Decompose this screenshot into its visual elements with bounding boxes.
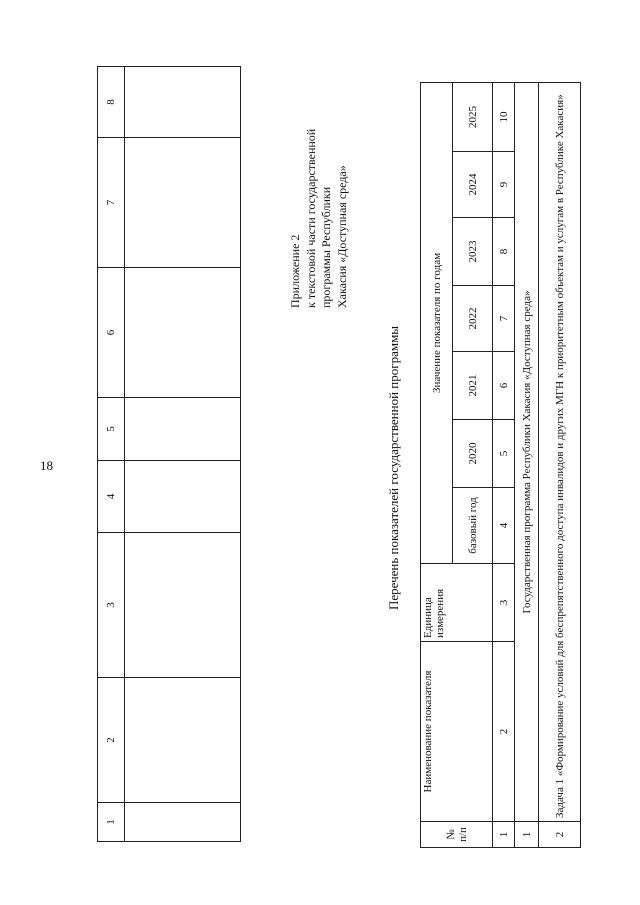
continuation-header-cell: 1 [98, 803, 125, 842]
header-year: 2024 [453, 152, 493, 218]
continuation-header-cell: 6 [98, 268, 125, 398]
column-number: 6 [493, 352, 515, 420]
column-number: 9 [493, 152, 515, 218]
header-year: 2020 [453, 420, 493, 488]
empty-cell [125, 461, 241, 533]
empty-cell [125, 533, 241, 678]
empty-cell [125, 398, 241, 461]
continuation-table [97, 67, 241, 842]
page-number: 18 [40, 458, 53, 473]
empty-cell [125, 803, 241, 842]
continuation-header-cell: 8 [98, 67, 125, 138]
appendix-line: Приложение 2 [288, 234, 302, 308]
appendix-caption [288, 68, 350, 308]
header-year: 2021 [453, 352, 493, 420]
document-title: Перечень показателей государственной программы [386, 325, 401, 610]
column-number: 2 [493, 642, 515, 822]
header-name: Наименование показателя [421, 642, 493, 822]
column-number: 5 [493, 420, 515, 488]
column-number: 4 [493, 488, 515, 564]
header-values-group: Значение показателя по годам [421, 82, 453, 563]
column-number: 7 [493, 286, 515, 352]
column-number: 3 [493, 564, 515, 642]
continuation-header-cell: 5 [98, 398, 125, 461]
empty-cell [125, 268, 241, 398]
column-number: 10 [493, 82, 515, 151]
header-year: 2022 [453, 286, 493, 352]
empty-cell [125, 678, 241, 803]
header-unit: Единица измерения [421, 564, 493, 642]
task-row-text: Задача 1 «Формирование условий для беспрепятственного доступа инвалидов и других МГН к приоритетным объектам и услугам в Республике Хакасия» [539, 82, 581, 821]
header-base-year: базовый год [453, 488, 493, 564]
continuation-header-cell: 7 [98, 138, 125, 268]
continuation-header-cell: 3 [98, 533, 125, 678]
appendix-line: Хакасия «Доступная среда» [334, 165, 349, 308]
row-number: 1 [515, 822, 539, 848]
header-year: 2025 [453, 82, 493, 151]
row-number: 2 [539, 822, 581, 848]
empty-cell [125, 138, 241, 268]
appendix-line: к текстовой части государственной [303, 128, 318, 308]
continuation-header-cell: 4 [98, 461, 125, 533]
column-number: 8 [493, 218, 515, 286]
continuation-header-cell: 2 [98, 678, 125, 803]
header-year: 2023 [453, 218, 493, 286]
indicators-table [420, 83, 580, 848]
program-row-text: Государственная программа Республики Хакасия «Доступная среда» [515, 82, 539, 821]
header-num: № п/п [421, 822, 493, 848]
column-number: 1 [493, 822, 515, 848]
empty-cell [125, 67, 241, 138]
appendix-line: программы Республики [319, 186, 333, 308]
